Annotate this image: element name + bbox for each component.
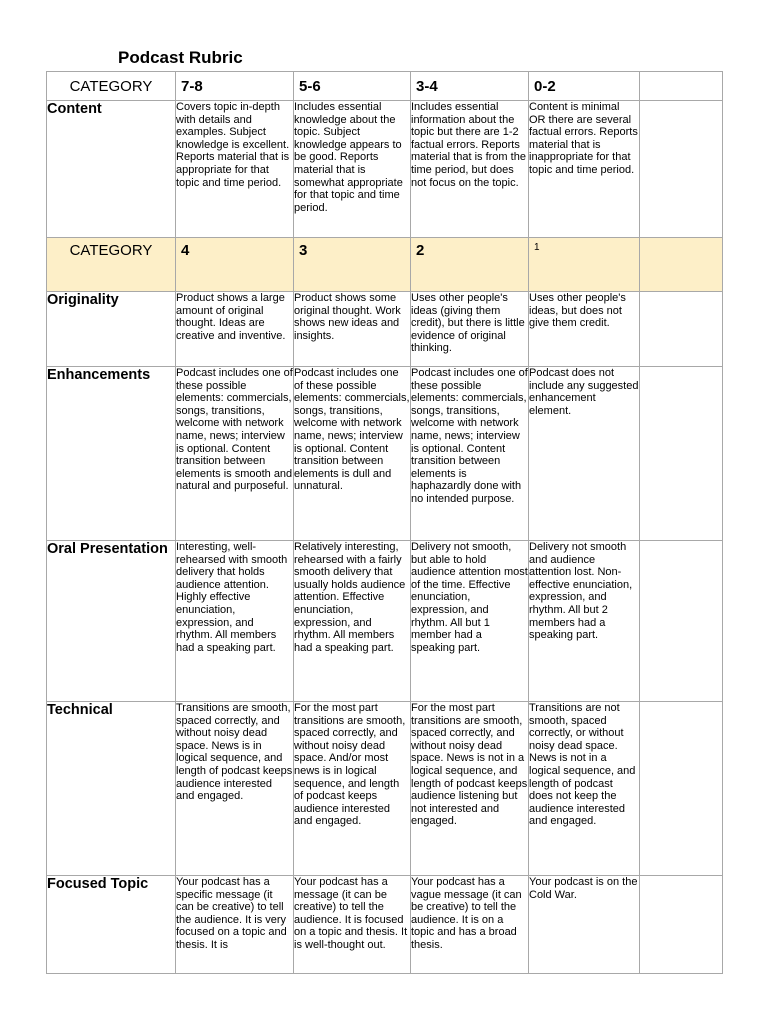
blank-cell (640, 541, 723, 702)
rubric-cell: Product shows a large amount of original thought. Ideas are creative and inventive. (176, 292, 294, 367)
rubric-cell: Delivery not smooth, but able to hold audience attention most of the time. Effective enunciation, expression, and rhythm. All but 1 member had a speaking part. (411, 541, 529, 702)
blank-cell (640, 72, 723, 101)
table-row (47, 101, 723, 238)
rubric-cell: Your podcast has a message (it can be creative) to tell the audience. It is focused on a topic and thesis. It is well-thought out. (294, 876, 411, 974)
rubric-cell: Uses other people's ideas, but does not give them credit. (529, 292, 640, 367)
rubric-cell: Podcast includes one of these possible elements: commercials, songs, transitions, welcome with network name, news; interview is optional. Content transition between elements is smooth and natural and purposeful. (176, 367, 294, 541)
row-category: Focused Topic (47, 876, 176, 974)
row-category: Technical (47, 702, 176, 876)
row-category: Oral Presentation (47, 541, 176, 702)
header-score-3-4: 3-4 (411, 72, 529, 101)
blank-cell (640, 702, 723, 876)
rubric-cell: Podcast includes one of these possible elements: commercials, songs, transitions, welcome with network name, news; interview is optional. Content transition between elements is haphazardly done with no intended purpose. (411, 367, 529, 541)
blank-cell (640, 367, 723, 541)
row-category: Content (47, 101, 176, 238)
header-score-0-2: 0-2 (529, 72, 640, 101)
header-row-secondary (47, 238, 723, 292)
table-row (47, 292, 723, 367)
blank-cell (640, 876, 723, 974)
rubric-cell: Transitions are not smooth, spaced correctly, or without noisy dead space. News is not in a logical sequence, and length of podcast does not keep the audience interested and engaged. (529, 702, 640, 876)
header-row (47, 72, 723, 101)
rubric-cell: Uses other people's ideas (giving them credit), but there is little evidence of original thinking. (411, 292, 529, 367)
blank-cell (640, 238, 723, 292)
row-category: Enhancements (47, 367, 176, 541)
table-row (47, 541, 723, 702)
rubric-cell: Transitions are smooth, spaced correctly, and without noisy dead space. News is in logical sequence, and length of podcast keeps audience interested and engaged. (176, 702, 294, 876)
rubric-cell: Podcast does not include any suggested enhancement element. (529, 367, 640, 541)
rubric-cell: Covers topic in-depth with details and examples. Subject knowledge is excellent. Reports material that is appropriate for that topic and time period. (176, 101, 294, 238)
rubric-cell: Relatively interesting, rehearsed with a fairly smooth delivery that usually holds audience attention. Effective enunciation, expression, and rhythm. All members had a speaking part. (294, 541, 411, 702)
header-category: CATEGORY (47, 72, 176, 101)
rubric-cell: Your podcast has a vague message (it can be creative) to tell the audience. It is on a topic and has a broad thesis. (411, 876, 529, 974)
rubric-cell: Content is minimal OR there are several factual errors. Reports material that is inappropriate for that topic and time period. (529, 101, 640, 238)
header-score-7-8: 7-8 (176, 72, 294, 101)
rubric-cell: For the most part transitions are smooth, spaced correctly, and without noisy dead space. News is not in a logical sequence, and length of podcast keeps audience listening but not interested and engaged. (411, 702, 529, 876)
rubric-cell: Your podcast is on the Cold War. (529, 876, 640, 974)
rubric-cell: Podcast includes one of these possible elements: commercials, songs, transitions, welcome with network name, news; interview is optional. Content transition between elements is dull and unnatural. (294, 367, 411, 541)
page-title: Podcast Rubric (118, 48, 243, 67)
row-category: Originality (47, 292, 176, 367)
rubric-cell: Interesting, well-rehearsed with smooth delivery that holds audience attention. Highly effective enunciation, expression, and rhythm. All members had a speaking part. (176, 541, 294, 702)
table-row (47, 367, 723, 541)
rubric-cell: For the most part transitions are smooth, spaced correctly, and without noisy dead space. And/or most news is in logical sequence, and length of podcast keeps audience interested and engaged. (294, 702, 411, 876)
header-score-4: 4 (176, 238, 294, 292)
blank-cell (640, 292, 723, 367)
rubric-cell: Includes essential knowledge about the topic. Subject knowledge appears to be good. Reports material that is somewhat appropriate for that topic and time period. (294, 101, 411, 238)
blank-cell (640, 101, 723, 238)
header-score-1: 1 (529, 238, 640, 292)
header-score-3: 3 (294, 238, 411, 292)
table-row (47, 876, 723, 974)
header-score-2: 2 (411, 238, 529, 292)
rubric-table (46, 71, 723, 974)
rubric-cell: Includes essential information about the topic but there are 1-2 factual errors. Reports material that is from the time period, but does not focus on the topic. (411, 101, 529, 238)
header-score-5-6: 5-6 (294, 72, 411, 101)
rubric-cell: Product shows some original thought. Work shows new ideas and insights. (294, 292, 411, 367)
header-category: CATEGORY (47, 238, 176, 292)
table-row (47, 702, 723, 876)
rubric-cell: Delivery not smooth and audience attention lost. Non-effective enunciation, expression, and rhythm. All but 2 members had a speaking part. (529, 541, 640, 702)
rubric-cell: Your podcast has a specific message (it can be creative) to tell the audience. It is very focused on a topic and thesis. It is (176, 876, 294, 974)
